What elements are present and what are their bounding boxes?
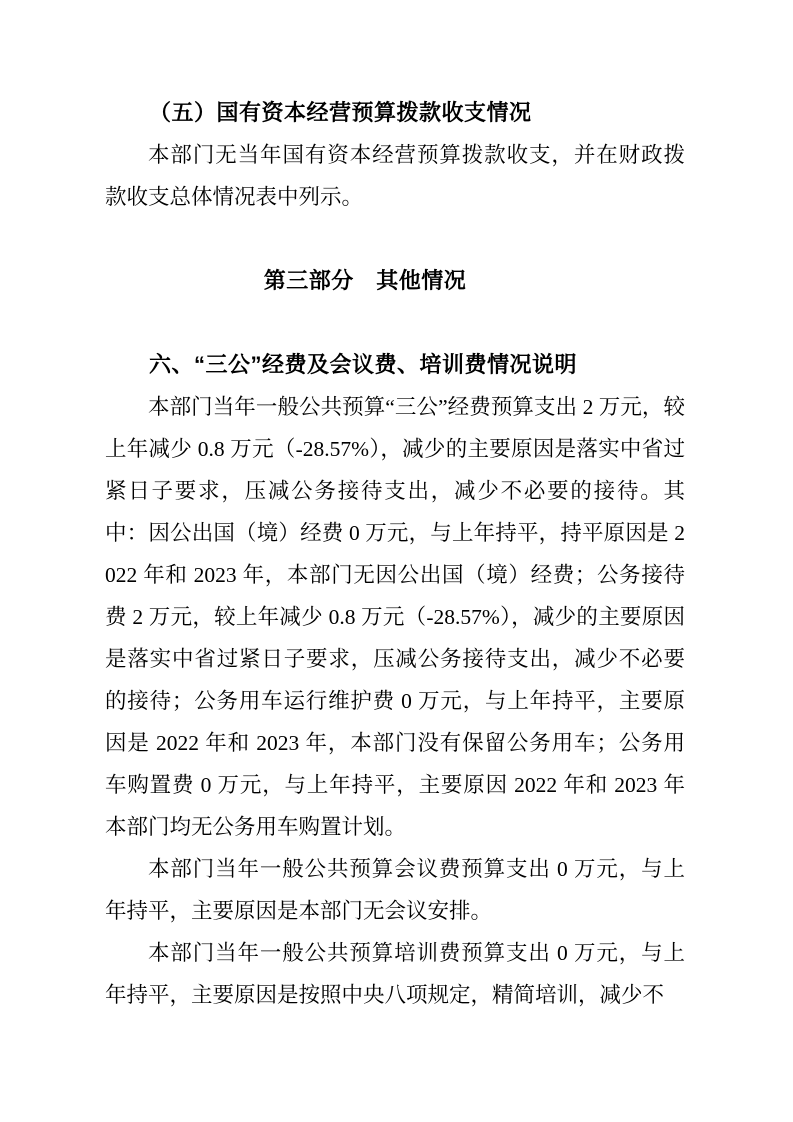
paragraph-sangong-expenses: 本部门当年一般公共预算“三公”经费预算支出 2 万元，较上年减少 0.8 万元（-28.57%），减少的主要原因是落实中省过紧日子要求，压减公务接待支出，减少不必要的接待。其中：因公出国（境）经费 0 万元，与上年持平，持平原因是 2022 年和 2023 年，本部门无因公出国（境）经费；公务接待费 2 万元，较上年减少 0.8 万元（-28.57%），减少的主要原因是落实中省过紧日子要求，压减公务接待支出，减少不必要的接待；公务用车运行维护费 0 万元，与上年持平，主要原因是 2022 年和 2023 年，本部门没有保留公务用车；公务用车购置费 0 万元，与上年持平，主要原因 2022 年和 2023 年本部门均无公务用车购置计划。 <box>105 395 685 839</box>
section-5-heading: （五）国有资本经营预算拨款收支情况 <box>149 100 532 125</box>
part-3-title: 第三部分 其他情况 <box>263 268 467 293</box>
section-5-paragraph: 本部门无当年国有资本经营预算拨款收支，并在财政拨款收支总体情况表中列示。 <box>105 143 685 209</box>
section-6-heading: 六、“三公”经费及会议费、培训费情况说明 <box>149 352 578 377</box>
paragraph-training-fee: 本部门当年一般公共预算培训费预算支出 0 万元，与上年持平，主要原因是按照中央八项规定，精简培训，减少不 <box>105 941 685 1007</box>
paragraph-meeting-fee: 本部门当年一般公共预算会议费预算支出 0 万元，与上年持平，主要原因是本部门无会议安排。 <box>105 857 685 923</box>
